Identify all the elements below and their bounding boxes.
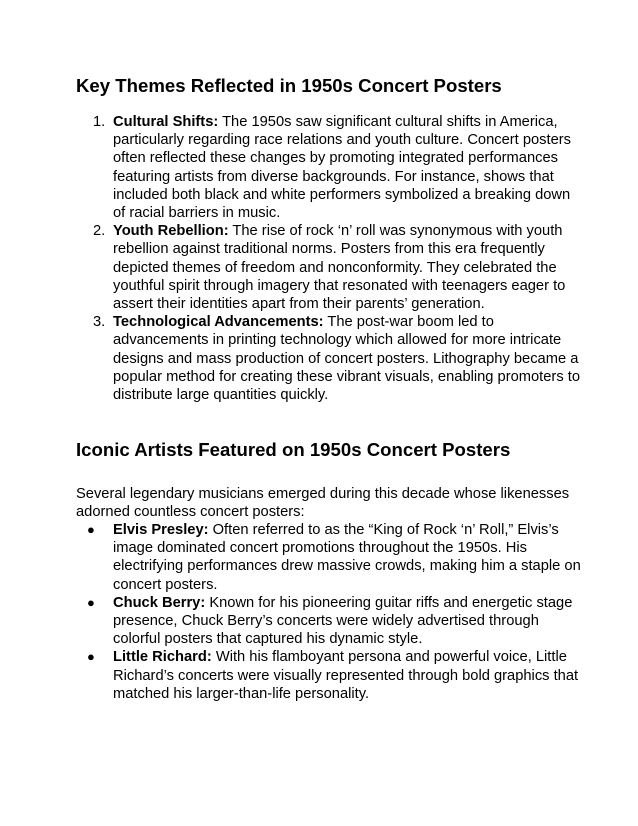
item-text: Often referred to as the “King of Rock ‘n’ Roll,” Elvis’s image dominated concert promotions throughout the 1950s. His electrifying performances drew massive crowds, making him a staple on concert posters. bbox=[113, 522, 581, 593]
item-text: With his flamboyant persona and powerful voice, Little Richard’s concerts were visually represented through bold graphics that matched his larger-than-life personality. bbox=[113, 649, 579, 702]
item-text: Known for his pioneering guitar riffs and energetic stage presence, Chuck Berry’s concerts were widely advertised through colorful posters that captured his dynamic style. bbox=[113, 594, 573, 648]
item-term: Elvis Presley: bbox=[113, 522, 209, 538]
list-marker: 3. bbox=[93, 314, 106, 331]
list-item bbox=[93, 222, 583, 313]
artists-list bbox=[87, 521, 583, 703]
item-text: The post-war boom led to advancements in printing technology which allowed for more intricate designs and mass production of concert posters. Lithography became a popular method for creating these vibrant visuals, enabling promoters to distribute large quantities quickly. bbox=[113, 314, 580, 404]
bullet-icon: ● bbox=[87, 649, 95, 665]
bullet-icon: ● bbox=[87, 594, 95, 610]
list-marker: 2. bbox=[93, 223, 106, 240]
list-item bbox=[93, 113, 583, 222]
section-intro: Several legendary musicians emerged during this decade whose likenesses adorned countless concert posters: bbox=[76, 486, 570, 521]
list-marker: 1. bbox=[93, 114, 106, 130]
bullet-icon: ● bbox=[87, 522, 95, 537]
item-text: The 1950s saw significant cultural shifts in America, particularly regarding race relations and youth culture. Concert posters often reflected these changes by promoting integrated performances featuring artists from diverse backgrounds. For instance, shows that included both black and white performers symbolized a breaking down of racial barriers in music. bbox=[113, 114, 571, 222]
section-heading-iconic-artists: Iconic Artists Featured on 1950s Concert Posters bbox=[76, 439, 511, 460]
list-item bbox=[87, 594, 583, 649]
list-item bbox=[87, 648, 583, 703]
item-text: The rise of rock ‘n’ roll was synonymous with youth rebellion against traditional norms. Posters from this era frequently depicted themes of freedom and nonconformity. They celebrated the youthful spirit through imagery that resonated with teenagers eager to assert their identities apart from their parents’ generation. bbox=[113, 223, 566, 313]
item-term: Chuck Berry: bbox=[113, 594, 206, 611]
item-term: Little Richard: bbox=[113, 649, 212, 666]
item-term: Technological Advancements: bbox=[113, 314, 324, 331]
item-term: Cultural Shifts: bbox=[113, 114, 219, 130]
item-term: Youth Rebellion: bbox=[113, 223, 229, 240]
section-heading-key-themes: Key Themes Reflected in 1950s Concert Posters bbox=[76, 75, 502, 96]
themes-list bbox=[93, 113, 583, 404]
list-item bbox=[87, 521, 583, 594]
list-item bbox=[93, 313, 583, 404]
